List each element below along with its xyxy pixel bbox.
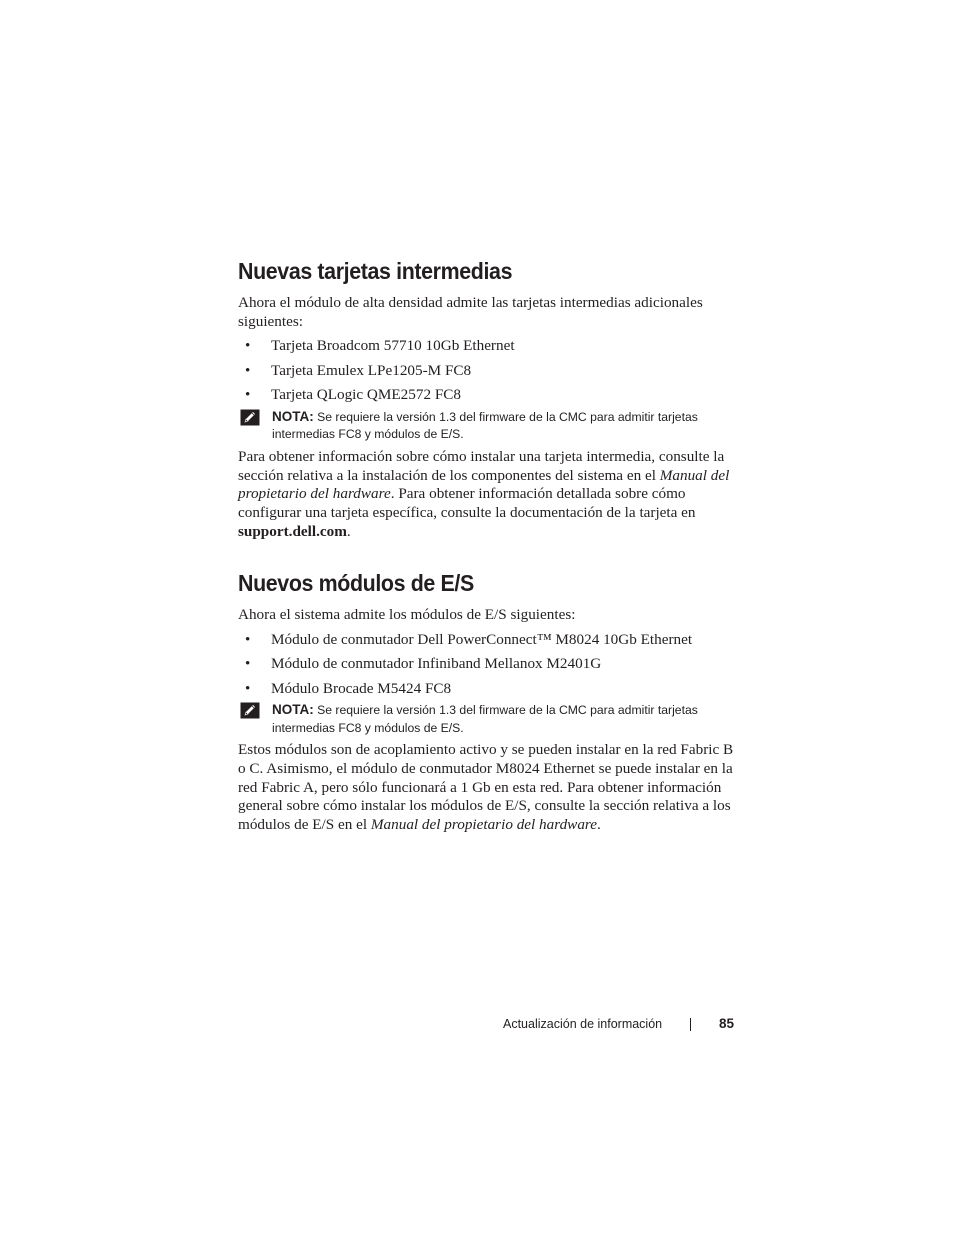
- list-item-text: Tarjeta Emulex LPe1205-M FC8: [271, 361, 472, 379]
- note-label: NOTA:: [272, 408, 314, 424]
- section-paragraph: [238, 448, 738, 542]
- page-number: 85: [719, 1016, 735, 1031]
- footer-title: Actualización de información: [503, 1017, 663, 1031]
- bullet-list: [238, 631, 738, 705]
- list-item-text: Módulo de conmutador Dell PowerConnect™ M8024 10Gb Ethernet: [271, 630, 693, 648]
- section-title: Nuevos módulos de E/S: [238, 570, 474, 596]
- bullet-icon: •: [245, 361, 251, 379]
- paragraph-text: Para obtener información sobre cómo instalar una tarjeta intermedia, consulte la sección relativa a la instalación de los componentes del sistema en el: [238, 447, 725, 484]
- note-pencil-icon: [240, 702, 260, 719]
- bullet-list: [238, 337, 738, 411]
- manual-reference: Manual del propietario del hardware: [238, 466, 730, 503]
- list-item: [238, 655, 738, 680]
- section-intro: Ahora el sistema admite los módulos de E/S siguientes:: [238, 606, 576, 623]
- paragraph-text: .: [346, 522, 351, 540]
- list-item-text: Módulo de conmutador Infiniband Mellanox M2401G: [271, 655, 602, 673]
- paragraph-text: .: [597, 816, 601, 834]
- manual-reference: Manual del propietario del hardware: [370, 816, 597, 834]
- bullet-icon: •: [245, 630, 251, 648]
- footer-divider: [690, 1018, 691, 1031]
- list-item-text: Tarjeta Broadcom 57710 10Gb Ethernet: [271, 337, 515, 355]
- note-callout: [238, 408, 738, 444]
- support-link[interactable]: support.dell.com: [238, 522, 347, 540]
- bullet-icon: •: [245, 337, 251, 355]
- bullet-icon: •: [245, 679, 251, 697]
- list-item: [238, 337, 738, 362]
- list-item: [238, 631, 738, 656]
- bullet-icon: •: [245, 655, 251, 673]
- section-intro: Ahora el módulo de alta densidad admite las tarjetas intermedias adicionales siguientes:: [238, 294, 703, 330]
- note-callout: [238, 701, 738, 737]
- list-item: [238, 362, 738, 387]
- section-paragraph: [238, 741, 738, 835]
- note-label: NOTA:: [272, 702, 314, 718]
- section-new-io-modules: [238, 569, 738, 835]
- list-item-text: Módulo Brocade M5424 FC8: [271, 679, 452, 697]
- note-text: Se requiere la versión 1.3 del firmware de la CMC para admitir tarjetas intermedias FC8 y módulos de E/S.: [272, 703, 698, 735]
- paragraph-text: Estos módulos son de acoplamiento activo y se pueden instalar en la red Fabric B o C. Asimismo, el módulo de conmutador M8024 Ethernet se puede instalar en la red Fabric A, pero sólo funcionará a 1 Gb en esta red. Para obtener información general sobre cómo instalar los módulos de E/S, consulte la sección relativa a los módulos de E/S en el: [238, 741, 734, 834]
- section-new-mezzanine-cards: [238, 257, 738, 541]
- note-pencil-icon: [240, 409, 260, 426]
- note-text: Se requiere la versión 1.3 del firmware de la CMC para admitir tarjetas intermedias FC8 y módulos de E/S.: [272, 409, 698, 442]
- section-title: Nuevas tarjetas intermedias: [238, 258, 513, 284]
- bullet-icon: •: [245, 386, 251, 404]
- paragraph-text: . Para obtener información detallada sobre cómo configurar una tarjeta específica, consulte la documentación de la tarjeta en: [238, 485, 696, 522]
- list-item-text: Tarjeta QLogic QME2572 FC8: [271, 386, 462, 404]
